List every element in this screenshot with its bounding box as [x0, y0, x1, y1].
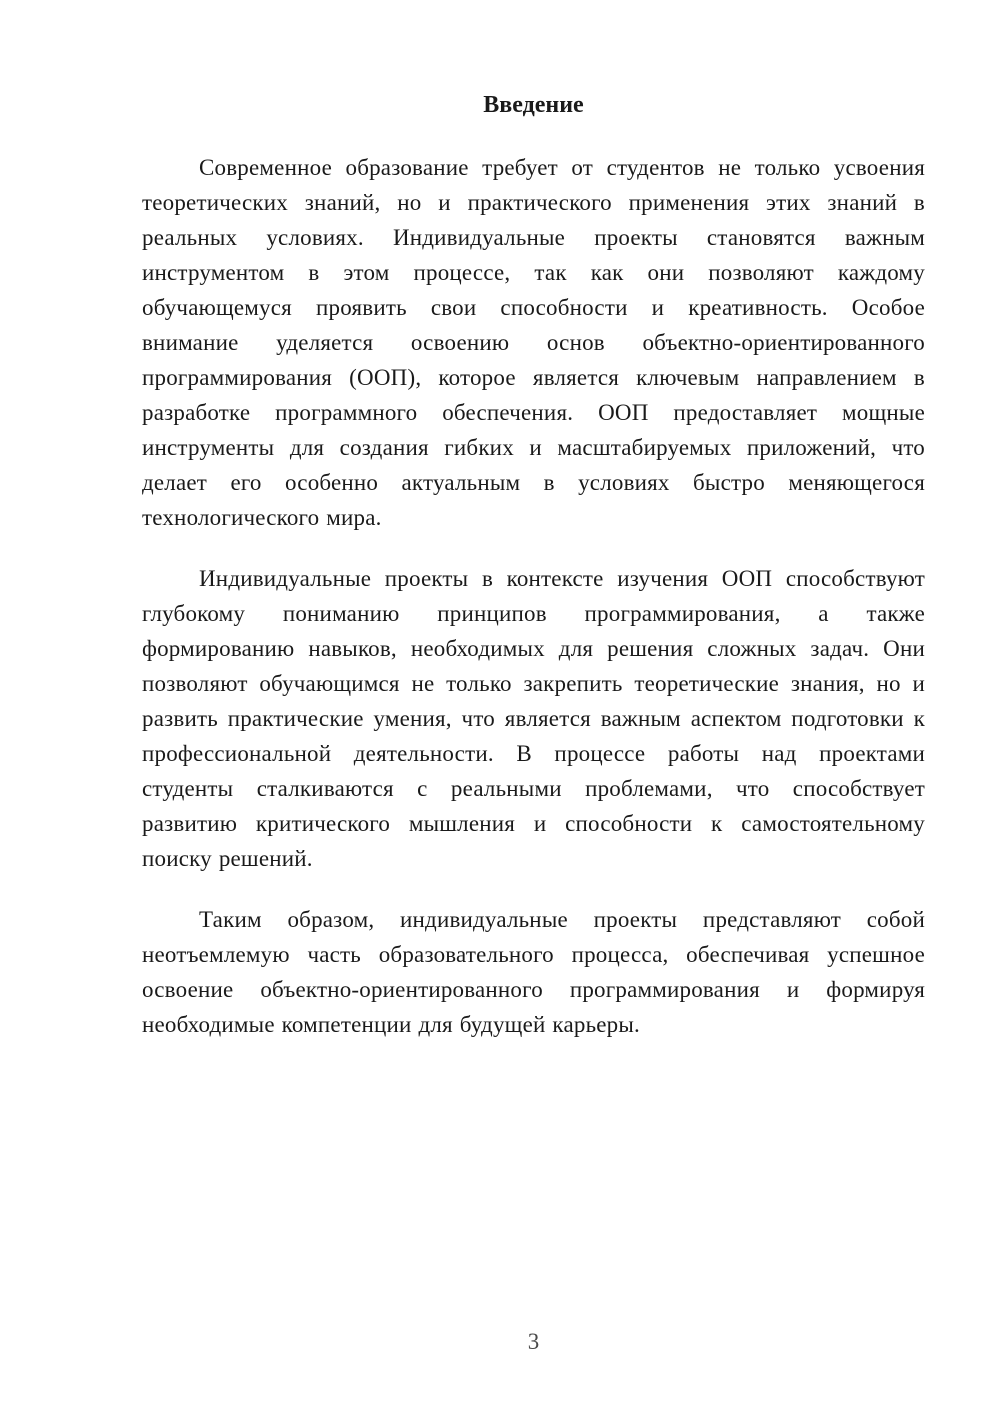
paragraph-3: Таким образом, индивидуальные проекты представляют собой неотъемлемую часть образовательного процесса, обеспечивая успешное освоение объектно-ориентированного программирования и формируя необходимые компетенции для будущей карьеры. — [142, 907, 925, 1037]
document-content — [142, 88, 925, 1068]
section-title: Введение — [483, 92, 584, 118]
paragraph-1: Современное образование требует от студентов не только усвоения теоретических знаний, но и практического применения этих знаний в реальных условиях. Индивидуальные проекты становятся важным инструментом в этом процессе, так как они позволяют каждому обучающемуся проявить свои способности и креативность. Особое внимание уделяется освоению основ объектно-ориентированного программирования (ООП), которое является ключевым направлением в разработке программного обеспечения. ООП предоставляет мощные инструменты для создания гибких и масштабируемых приложений, что делает его особенно актуальным в условиях быстро меняющегося технологического мира. — [142, 155, 925, 530]
page-number: 3 — [527, 1329, 540, 1354]
paragraph-2: Индивидуальные проекты в контексте изучения ООП способствуют глубокому пониманию принципов программирования, а также формированию навыков, необходимых для решения сложных задач. Они позволяют обучающимся не только закрепить теоретические знания, но и развить практические умения, что является важным аспектом подготовки к профессиональной деятельности. В процессе работы над проектами студенты сталкиваются с реальными проблемами, что способствует развитию критического мышления и способности к самостоятельному поиску решений. — [142, 566, 925, 871]
